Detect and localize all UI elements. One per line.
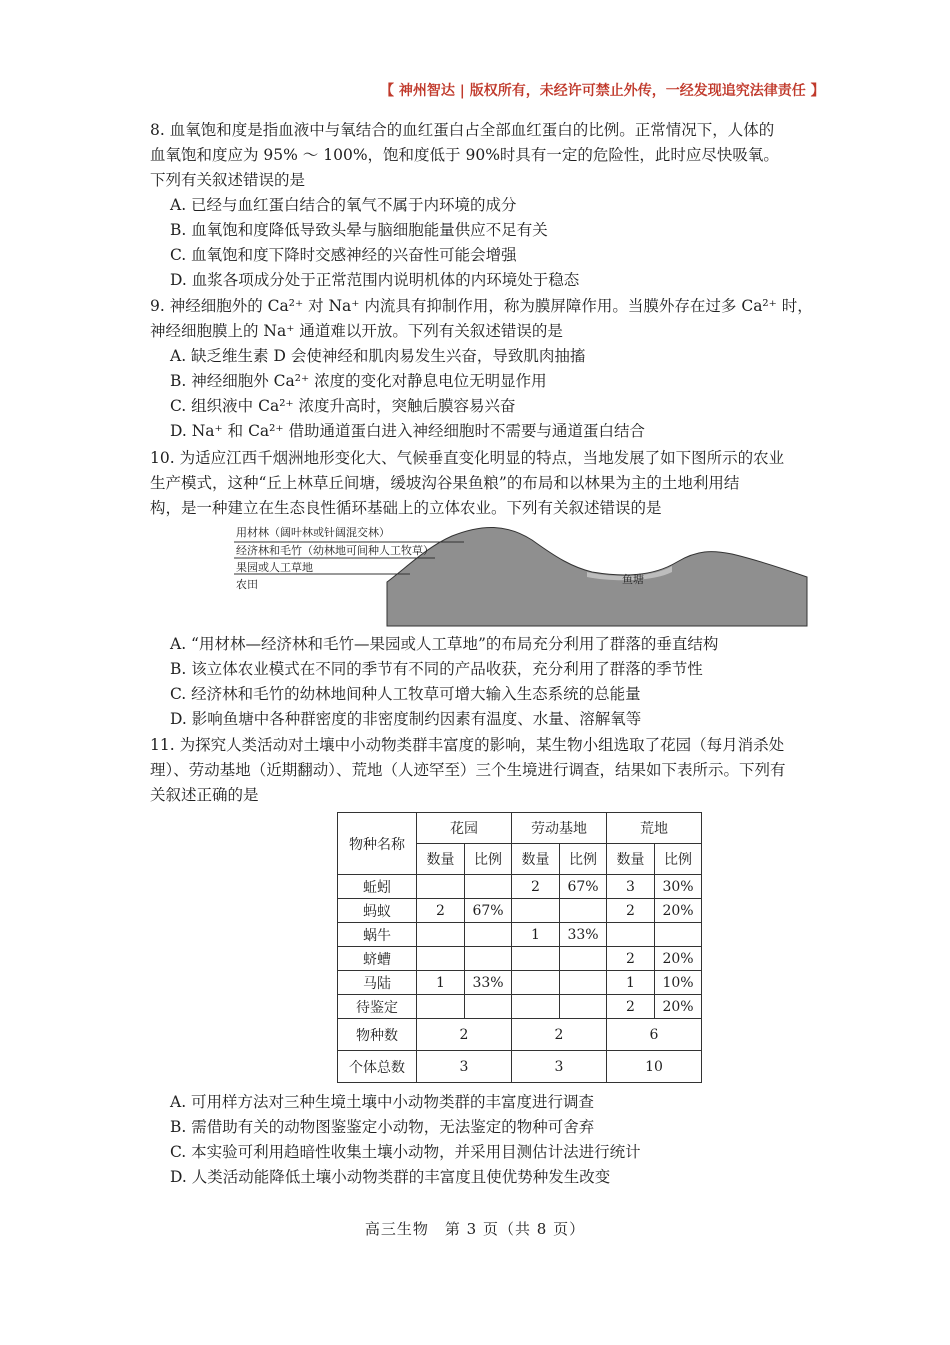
- table-cell: [417, 923, 465, 947]
- question-9-option-d: D. Na⁺ 和 Ca²⁺ 借助通道蛋白进入神经细胞时不需要与通道蛋白结合: [170, 422, 645, 440]
- table-cell: 33%: [560, 923, 607, 947]
- question-9: [150, 294, 865, 444]
- total-individuals-label: 个体总数: [338, 1051, 417, 1083]
- question-8: [150, 118, 865, 293]
- question-10-stem-line: 10. 为适应江西千烟洲地形变化大、气候垂直变化明显的特点，当地发展了如下图所示的农业: [150, 449, 785, 467]
- question-8-stem-line: 血氧饱和度应为 95% ～ 100%，饱和度低于 90%时具有一定的危险性，此时应尽快吸氧。: [150, 146, 779, 164]
- table-cell: [512, 995, 560, 1019]
- question-9-option-a: A. 缺乏维生素 D 会使神经和肌肉易发生兴奋，导致肌肉抽搐: [170, 347, 586, 365]
- question-8-option-d: D. 血浆各项成分处于正常范围内说明机体的内环境处于稳态: [170, 271, 580, 289]
- question-11-options: [150, 1090, 865, 1190]
- total-individuals-row: [338, 1051, 702, 1083]
- table-row: [338, 875, 702, 899]
- diagram-label-timber-forest: 用材林（阔叶林或针阔混交林）: [236, 526, 390, 539]
- table-cell: [417, 875, 465, 899]
- table-cell: [465, 947, 512, 971]
- question-10-stem-line: 构，是一种建立在生态良性循环基础上的立体农业。下列有关叙述错误的是: [150, 499, 662, 517]
- table-cell: [512, 899, 560, 923]
- group-header-garden: 花园: [417, 813, 512, 844]
- table-cell: 蚯蚓: [338, 875, 417, 899]
- question-11: [150, 733, 865, 808]
- question-9-option-b: B. 神经细胞外 Ca²⁺ 浓度的变化对静息电位无明显作用: [170, 372, 547, 390]
- question-10-option-a: A. “用材林—经济林和毛竹—果园或人工草地”的布局充分利用了群落的垂直结构: [170, 635, 719, 653]
- total-individuals-wasteland: 10: [607, 1051, 702, 1083]
- table-cell: 蛴螬: [338, 947, 417, 971]
- question-10-option-d: D. 影响鱼塘中各种群密度的非密度制约因素有温度、水量、溶解氧等: [170, 710, 642, 728]
- table-cell: 10%: [655, 971, 702, 995]
- question-10-option-b: B. 该立体农业模式在不同的季节有不同的产品收获，充分利用了群落的季节性: [170, 660, 703, 678]
- table-cell: [465, 995, 512, 1019]
- table-cell: 蚂蚁: [338, 899, 417, 923]
- question-11-option-a: A. 可用样方法对三种生境土壤中小动物类群的丰富度进行调查: [170, 1093, 595, 1111]
- table-row: [338, 923, 702, 947]
- question-11-stem-line: 关叙述正确的是: [150, 786, 259, 804]
- species-count-wasteland: 6: [607, 1019, 702, 1051]
- question-9-stem-line: 神经细胞膜上的 Na⁺ 通道难以开放。下列有关叙述错误的是: [150, 322, 563, 340]
- question-8-option-a: A. 已经与血红蛋白结合的氧气不属于内环境的成分: [170, 196, 517, 214]
- question-11-option-b: B. 需借助有关的动物图鉴鉴定小动物，无法鉴定的物种可舍弃: [170, 1118, 595, 1136]
- total-individuals-labor-base: 3: [512, 1051, 607, 1083]
- table-cell: 20%: [655, 947, 702, 971]
- table-cell: [417, 995, 465, 1019]
- question-10-option-c: C. 经济林和毛竹的幼林地间种人工牧草可增大输入生态系统的总能量: [170, 685, 641, 703]
- sub-header-ratio: 比例: [465, 844, 512, 875]
- sub-header-count: 数量: [417, 844, 465, 875]
- table-row: [338, 971, 702, 995]
- table-cell: 待鉴定: [338, 995, 417, 1019]
- table-cell: [560, 971, 607, 995]
- table-cell: 20%: [655, 995, 702, 1019]
- total-individuals-garden: 3: [417, 1051, 512, 1083]
- question-11-option-c: C. 本实验可利用趋暗性收集土壤小动物，并采用目测估计法进行统计: [170, 1143, 641, 1161]
- table-cell: 2: [607, 995, 655, 1019]
- question-11-stem-line: 11. 为探究人类活动对土壤中小动物类群丰富度的影响，某生物小组选取了花园（每月消杀处: [150, 736, 785, 754]
- table-cell: 2: [417, 899, 465, 923]
- table-cell: [512, 947, 560, 971]
- table-cell: [560, 899, 607, 923]
- page-footer: 高三生物 第 3 页（共 8 页）: [364, 1220, 586, 1238]
- table-cell: [465, 875, 512, 899]
- table-cell: 蜗牛: [338, 923, 417, 947]
- question-10-stem-line: 生产模式，这种“丘上林草丘间塘，缓坡沟谷果鱼粮”的布局和以林果为主的土地利用结: [150, 474, 740, 492]
- table-header-row: [338, 813, 702, 844]
- table-cell: 30%: [655, 875, 702, 899]
- table-cell: 2: [512, 875, 560, 899]
- table-cell: 20%: [655, 899, 702, 923]
- question-10: [150, 446, 865, 521]
- question-8-option-b: B. 血氧饱和度降低导致头晕与脑细胞能量供应不足有关: [170, 221, 548, 239]
- diagram-label-fish-pond: 鱼塘: [622, 573, 644, 586]
- diagram-label-economic-forest: 经济林和毛竹（幼林地可间种人工牧草）: [236, 544, 434, 557]
- sub-header-ratio: 比例: [560, 844, 607, 875]
- question-10-options: [150, 632, 865, 732]
- diagram-label-orchard: 果园或人工草地: [236, 561, 313, 574]
- species-count-labor-base: 2: [512, 1019, 607, 1051]
- table-cell: 1: [512, 923, 560, 947]
- table-cell: 2: [607, 947, 655, 971]
- table-cell: [417, 947, 465, 971]
- table-cell: [560, 995, 607, 1019]
- table-row: [338, 899, 702, 923]
- table-cell: 33%: [465, 971, 512, 995]
- group-header-labor-base: 劳动基地: [512, 813, 607, 844]
- group-header-wasteland: 荒地: [607, 813, 702, 844]
- table-cell: [560, 947, 607, 971]
- table-cell: 2: [607, 899, 655, 923]
- terrain-diagram: [232, 522, 812, 632]
- table-cell: 3: [607, 875, 655, 899]
- diagram-label-farmland: 农田: [236, 578, 258, 591]
- sub-header-count: 数量: [607, 844, 655, 875]
- table-cell: 1: [417, 971, 465, 995]
- table-cell: [607, 923, 655, 947]
- question-11-option-d: D. 人类活动能降低土壤小动物类群的丰富度且使优势种发生改变: [170, 1168, 611, 1186]
- question-11-stem-line: 理）、劳动基地（近期翻动）、荒地（人迹罕至）三个生境进行调查，结果如下表所示。下列有: [150, 761, 786, 779]
- question-8-stem-line: 下列有关叙述错误的是: [150, 171, 306, 189]
- question-9-stem-line: 9. 神经细胞外的 Ca²⁺ 对 Na⁺ 内流具有抑制作用，称为膜屏障作用。当膜外存在过多 Ca²⁺ 时，: [150, 297, 813, 315]
- table-cell: [465, 923, 512, 947]
- copyright-header: 【 神州智达 | 版权所有，未经许可禁止外传，一经发现追究法律责任 】: [380, 83, 825, 99]
- table-cell: 马陆: [338, 971, 417, 995]
- table-row: [338, 947, 702, 971]
- survey-table: [337, 812, 702, 1083]
- species-count-label: 物种数: [338, 1019, 417, 1051]
- question-8-stem-line: 8. 血氧饱和度是指血液中与氧结合的血红蛋白占全部血红蛋白的比例。正常情况下，人体的: [150, 121, 775, 139]
- table-cell: 67%: [560, 875, 607, 899]
- table-row: [338, 995, 702, 1019]
- sub-header-count: 数量: [512, 844, 560, 875]
- table-cell: [512, 971, 560, 995]
- sub-header-ratio: 比例: [655, 844, 702, 875]
- table-cell: 67%: [465, 899, 512, 923]
- table-cell: [655, 923, 702, 947]
- question-9-option-c: C. 组织液中 Ca²⁺ 浓度升高时，突触后膜容易兴奋: [170, 397, 516, 415]
- species-count-garden: 2: [417, 1019, 512, 1051]
- species-name-header: 物种名称: [338, 813, 417, 875]
- species-count-row: [338, 1019, 702, 1051]
- table-cell: 1: [607, 971, 655, 995]
- question-8-option-c: C. 血氧饱和度下降时交感神经的兴奋性可能会增强: [170, 246, 517, 264]
